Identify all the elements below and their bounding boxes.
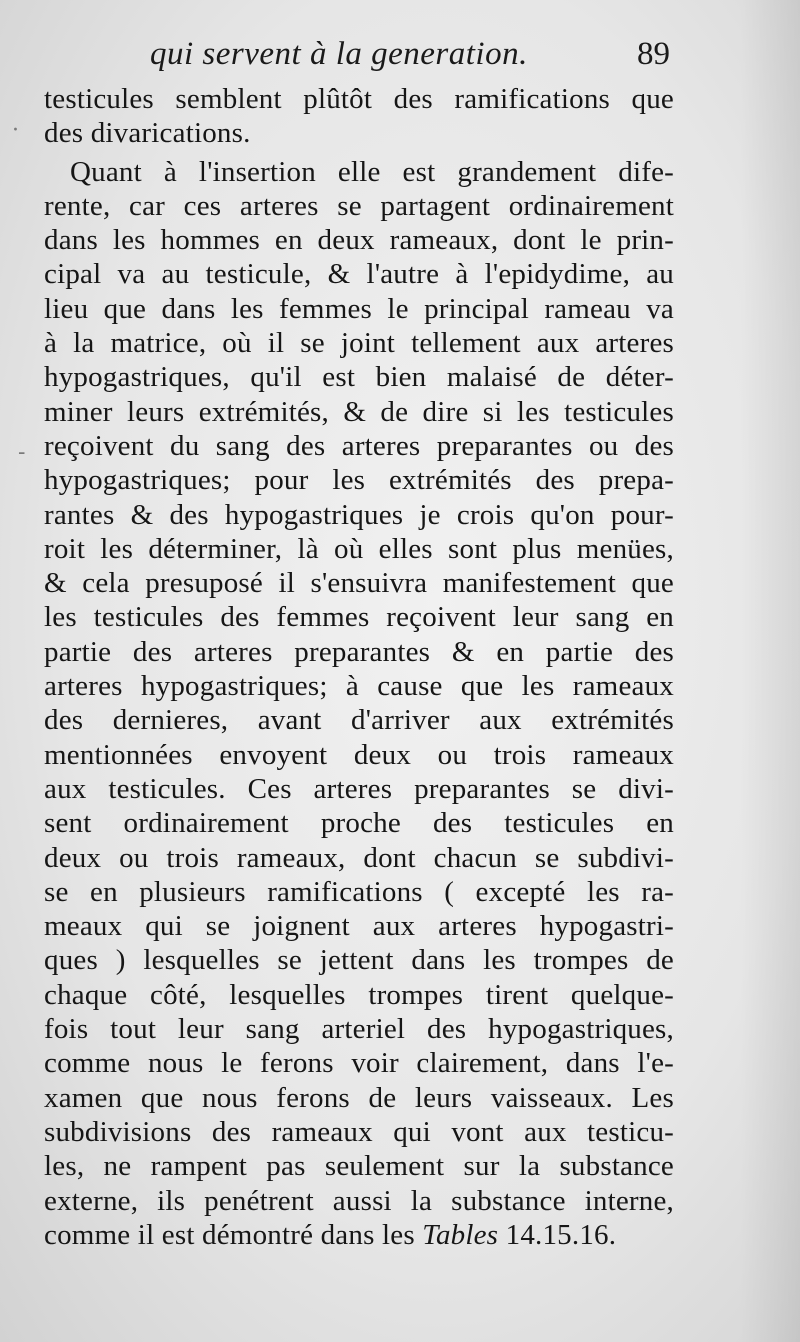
text-line: hypogastriques; pour les extrémités des prepa- [44, 464, 674, 497]
page-header [150, 36, 670, 82]
tables-reference-numbers: 14.15.16. [505, 1218, 617, 1251]
text-line: externe, ils penétrent aussi la substance interne, [44, 1184, 674, 1217]
text-line: deux ou trois rameaux, dont chacun se subdivi- [44, 841, 674, 874]
final-text-line [44, 1218, 674, 1252]
text-line: fois tout leur sang arteriel des hypogastriques, [44, 1013, 674, 1046]
text-line: dans les hommes en deux rameaux, dont le prin- [44, 224, 674, 257]
margin-mark: · [12, 118, 19, 143]
text-line: cipal va au testicule, & l'autre à l'epidydime, au [44, 258, 674, 291]
text-line: & cela presuposé il s'ensuivra manifestement que [44, 567, 674, 600]
text-line: des divarications. [44, 117, 251, 150]
text-line: hypogastriques, qu'il est bien malaisé de déter- [44, 361, 674, 394]
text-line: se en plusieurs ramifications ( excepté les ra- [44, 875, 674, 908]
text-line: arteres hypogastriques; à cause que les rameaux [44, 670, 674, 703]
text-line: les, ne rampent pas seulement sur la substance [44, 1150, 674, 1183]
text-line: des dernieres, avant d'arriver aux extrémités [44, 704, 674, 737]
text-line: ques ) lesquelles se jettent dans les trompes de [44, 944, 674, 977]
text-line: comme nous le ferons voir clairement, dans l'e- [44, 1047, 674, 1080]
text-line: roit les déterminer, là où elles sont plus menües, [44, 532, 674, 565]
margin-mark: - [18, 440, 26, 465]
text-line: partie des arteres preparantes & en partie des [44, 635, 674, 668]
text-line: rantes & des hypogastriques je crois qu'on pour- [44, 498, 674, 531]
text-line: reçoivent du sang des arteres preparantes ou des [44, 429, 674, 462]
text-line: à la matrice, où il se joint tellement aux arteres [44, 327, 674, 360]
text-line: meaux qui se joignent aux arteres hypogastri- [44, 910, 674, 943]
tables-reference-label: Tables [422, 1218, 499, 1251]
text-line: les testicules des femmes reçoivent leur sang en [44, 601, 674, 634]
page-edge-shadow [740, 0, 800, 1342]
text-line: aux testicules. Ces arteres preparantes se divi- [44, 772, 674, 805]
text-line: subdivisions des rameaux qui vont aux testicu- [44, 1115, 674, 1148]
text-line: chaque côté, lesquelles trompes tirent quelque- [44, 978, 674, 1011]
page-number: 89 [637, 36, 670, 72]
text-line: miner leurs extrémités, & de dire si les testicules [44, 395, 674, 428]
text-line: mentionnées envoyent deux ou trois rameaux [44, 738, 674, 771]
text-line: xamen que nous ferons de leurs vaisseaux. Les [44, 1081, 674, 1114]
text-line: rente, car ces arteres se partagent ordinairement [44, 189, 674, 222]
body-text [44, 82, 674, 1252]
text-line: Quant à l'insertion elle est grandement dife- [70, 155, 674, 188]
text-line: sent ordinairement proche des testicules en [44, 807, 674, 840]
final-line-text: comme il est démontré dans les [44, 1218, 415, 1251]
text-line: lieu que dans les femmes le principal rameau va [44, 292, 674, 325]
text-line: testicules semblent plûtôt des ramifications que [44, 83, 674, 115]
running-title: qui servent à la generation. [150, 36, 528, 72]
